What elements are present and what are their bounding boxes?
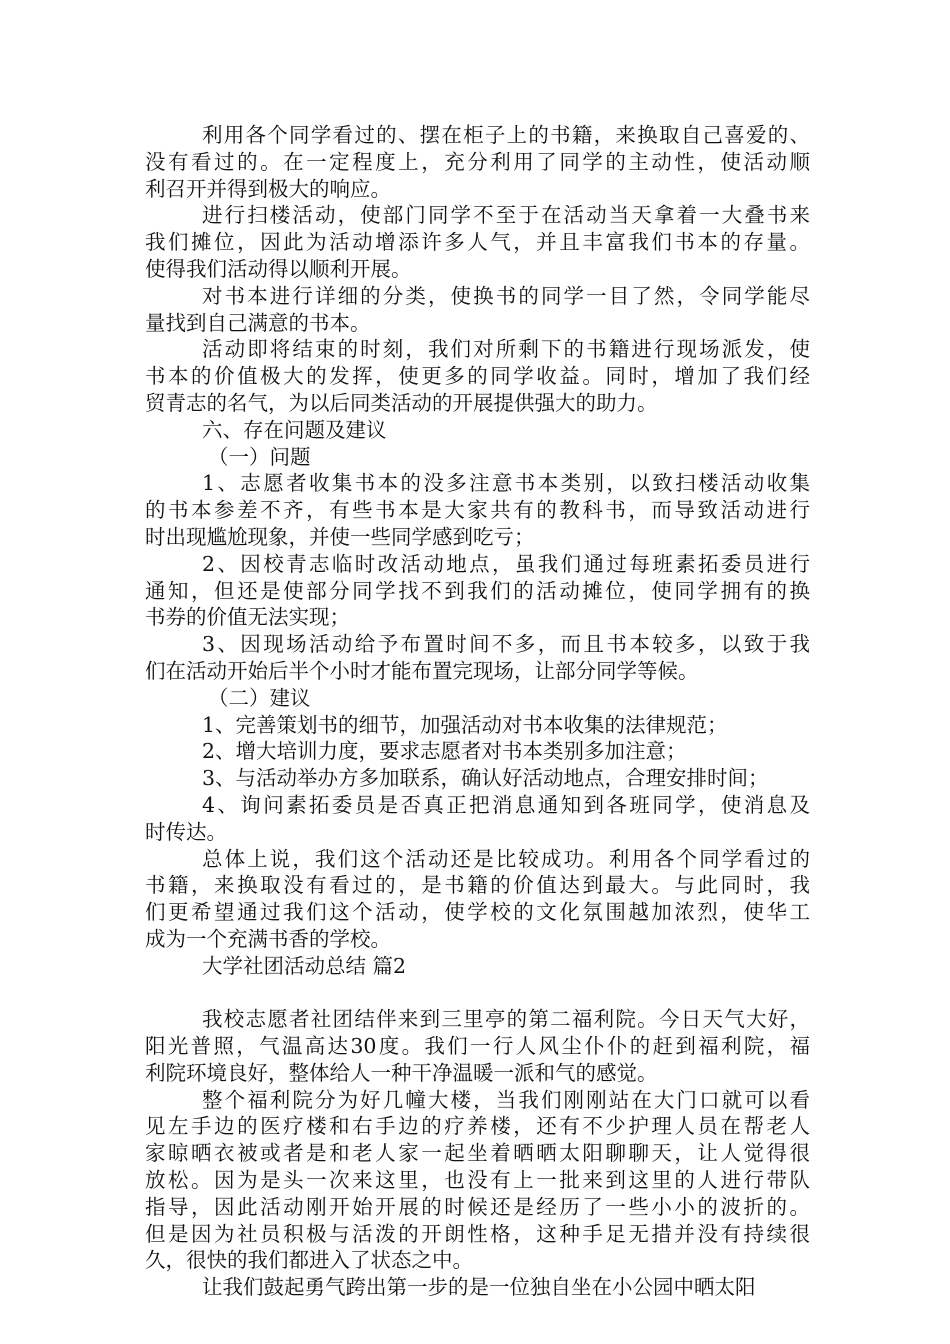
text-line: 家晾晒衣被或者是和老人家一起坐着晒晒太阳聊聊天，让人觉得很 — [145, 1141, 810, 1166]
paragraph — [145, 336, 810, 416]
text-line: 活动即将结束的时刻，我们对所剩下的书籍进行现场派发，使 — [202, 337, 810, 362]
text-line: 让我们鼓起勇气跨出第一步的是一位独自坐在小公园中晒太阳 — [202, 1275, 756, 1300]
paragraph — [145, 1006, 810, 1086]
text-line: 使得我们活动得以顺利开展。 — [145, 256, 412, 281]
text-line: 没有看过的。在一定程度上，充分利用了同学的主动性，使活动顺 — [145, 149, 810, 174]
blank-line — [145, 980, 810, 1007]
paragraph — [145, 470, 810, 550]
text-line: 成为一个充满书香的学校。 — [145, 926, 391, 951]
paragraph — [145, 631, 810, 685]
paragraph — [145, 551, 810, 631]
text-line: 见左手边的医疗楼和右手边的疗养楼，还有不少护理人员在帮老人 — [145, 1114, 810, 1139]
text-line: 阳光普照，气温高达30度。我们一行人风尘仆仆的赶到福利院，福 — [145, 1034, 810, 1059]
paragraph — [145, 1087, 810, 1275]
paragraph — [145, 738, 810, 765]
text-line: 进行扫楼活动，使部门同学不至于在活动当天拿着一大叠书来 — [202, 203, 810, 228]
text-line: 整个福利院分为好几幢大楼，当我们刚刚站在大门口就可以看 — [202, 1087, 810, 1112]
text-line: （一）问题 — [208, 444, 311, 469]
text-line: 们在活动开始后半个小时才能布置完现场，让部分同学等候。 — [145, 658, 699, 683]
paragraph — [145, 980, 810, 1007]
text-line: 时出现尴尬现象，并使一些同学感到吃亏； — [145, 524, 535, 549]
text-line: （二）建议 — [208, 685, 311, 710]
paragraph — [145, 202, 810, 282]
text-line: 通知，但还是使部分同学找不到我们的活动摊位，使同学拥有的换 — [145, 578, 810, 603]
text-line: 利院环境良好，整体给人一种干净温暖一派和气的感觉。 — [145, 1060, 658, 1085]
text-line: 贸青志的名气，为以后同类活动的开展提供强大的助力。 — [145, 390, 658, 415]
paragraph — [145, 953, 810, 980]
paragraph — [145, 283, 810, 337]
text-line: 放松。因为是头一次来这里，也没有上一批来到这里的人进行带队 — [145, 1168, 810, 1193]
text-line: 但是因为社员积极与活泼的开朗性格，这种手足无措并没有持续很 — [145, 1221, 810, 1246]
text-line: 3、与活动举办方多加联系，确认好活动地点，合理安排时间； — [202, 766, 769, 791]
text-line: 大学社团活动总结 篇2 — [202, 953, 407, 978]
text-line: 久，很快的我们都进入了状态之中。 — [145, 1248, 473, 1273]
text-line: 时传达。 — [145, 819, 227, 844]
paragraph — [145, 765, 810, 792]
text-line: 们更希望通过我们这个活动，使学校的文化氛围越加浓烈，使华工 — [145, 900, 810, 925]
paragraph — [145, 417, 810, 444]
text-line: 总体上说，我们这个活动还是比较成功。利用各个同学看过的 — [202, 846, 810, 871]
text-line: 量找到自己满意的书本。 — [145, 310, 371, 335]
text-line: 我校志愿者社团结伴来到三里亭的第二福利院。今日天气大好， — [202, 1007, 810, 1032]
paragraph — [145, 712, 810, 739]
text-line: 书本的价值极大的发挥，使更多的同学收益。同时，增加了我们经 — [145, 364, 810, 389]
paragraph — [145, 1274, 810, 1301]
text-line: 2、增大培训力度，要求志愿者对书本类别多加注意； — [202, 739, 687, 764]
text-line: 我们摊位，因此为活动增添许多人气，并且丰富我们书本的存量。 — [145, 230, 810, 255]
paragraph — [145, 685, 810, 712]
text-line: 4、询问素拓委员是否真正把消息通知到各班同学，使消息及 — [202, 792, 810, 817]
text-line: 利召开并得到极大的响应。 — [145, 176, 391, 201]
paragraph — [145, 444, 810, 471]
text-line: 1、完善策划书的细节，加强活动对书本收集的法律规范； — [202, 712, 728, 737]
text-line: 对书本进行详细的分类，使换书的同学一目了然，令同学能尽 — [202, 283, 810, 308]
text-line: 书籍，来换取没有看过的，是书籍的价值达到最大。与此同时，我 — [145, 873, 810, 898]
document-page — [145, 122, 810, 1301]
text-line: 的书本参差不齐，有些书本是大家共有的教科书，而导致活动进行 — [145, 498, 810, 523]
text-line: 1、志愿者收集书本的没多注意书本类别，以致扫楼活动收集 — [202, 471, 810, 496]
paragraph — [145, 792, 810, 846]
text-line: 3、因现场活动给予布置时间不多，而且书本较多，以致于我 — [202, 632, 810, 657]
paragraph — [145, 846, 810, 953]
text-line: 2、因校青志临时改活动地点，虽我们通过每班素拓委员进行 — [202, 551, 810, 576]
text-line: 六、存在问题及建议 — [202, 417, 387, 442]
text-line: 利用各个同学看过的、摆在柜子上的书籍，来换取自己喜爱的、 — [202, 123, 810, 147]
text-line: 书券的价值无法实现； — [145, 605, 350, 630]
paragraph — [145, 122, 810, 202]
text-line: 指导，因此活动刚开始开展的时候还是经历了一些小小的波折的。 — [145, 1194, 810, 1219]
